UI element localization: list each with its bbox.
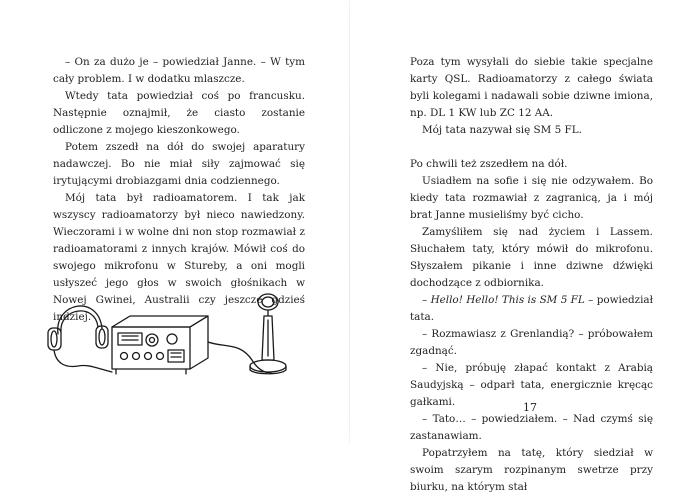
- dialogue-line: [410, 292, 653, 326]
- paragraph: Zamyśliłem się nad życiem i Lassem. Słuchałem taty, który mówił do mikrofonu. Słyszałem pikanie i inne dziwne dźwięki dochodzące z odbiornika.: [410, 226, 653, 289]
- radio-receiver-icon: [112, 316, 272, 374]
- paragraph: – On za dużo je – powiedział Janne. – W tym cały problem. I w dodatku mlaszcze.: [53, 56, 305, 85]
- paragraph: Poza tym wysyłali do siebie takie specjalne karty QSL. Radioamatorzy z całego świata byli kolegami i nadawali sobie dziwne imiona, np. DL 1 KW lub ZC 12 AA.: [410, 56, 653, 119]
- right-page-text: [410, 54, 653, 496]
- paragraph: – Nie, próbuję złapać kontakt z Arabią Saudyjską – odparł tata, energicznie kręcąc gałkami.: [410, 362, 653, 408]
- dialogue-quote: Hello! Hello! This is SM 5 FL: [430, 294, 585, 306]
- paragraph: Mój tata nazywał się SM 5 FL.: [422, 124, 582, 136]
- dialogue-dash: –: [422, 294, 431, 306]
- paragraph: Potem zszedł na dół do swojej aparatury nadawczej. Bo nie miał siły zajmować się irytującymi drobiazgami dnia codziennego.: [53, 141, 305, 187]
- paragraph: Usiadłem na sofie i się nie odzywałem. Bo kiedy tata rozmawiał z zagranicą, ja i mój brat Janne musieliśmy być cicho.: [410, 175, 653, 221]
- microphone-icon: [250, 294, 286, 374]
- paragraph: Po chwili też zszedłem na dół.: [410, 158, 568, 170]
- dialogue-tail: – powiedział tata.: [410, 294, 654, 323]
- paragraph: Popatrzyłem na tatę, który siedział w swoim szarym rozpinanym swetrze przy biurku, na którym stał: [410, 447, 653, 493]
- paragraph: Mój tata był radioamatorem. I tak jak wszyscy radioamatorzy był nieco nawiedzony. Wieczorami i w wolne dni non stop rozmawiał z radioamatorami z innych krajów. Mówił coś do swojego mikrofonu w Stureby, a oni mogli usłyszeć jego głos w swoich głośnikach w Nowej Gwinei, Australii czy jeszcze gdzieś indziej.: [53, 192, 305, 323]
- paragraph: Wtedy tata powiedział coś po francusku. Następnie oznajmił, że ciasto zostanie odliczone z mojego kieszonkowego.: [53, 90, 305, 136]
- left-page: [0, 0, 350, 443]
- page-number: 17: [523, 401, 537, 414]
- right-page: [350, 0, 700, 493]
- paragraph: – Tato… – powiedziałem. – Nad czymś się zastanawiam.: [410, 413, 653, 442]
- radio-illustration: [40, 282, 310, 387]
- paragraph: – Rozmawiasz z Grenlandią? – próbowałem zgadnąć.: [410, 328, 653, 357]
- headphones-icon: [48, 306, 112, 372]
